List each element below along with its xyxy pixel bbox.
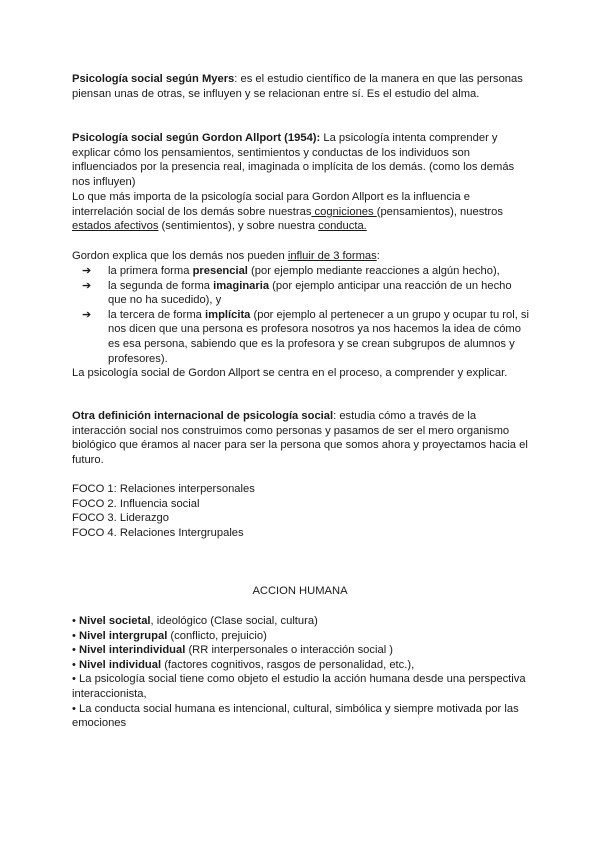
levels-list (72, 614, 532, 731)
form-pre: la primera forma (108, 265, 193, 277)
form-post: (por ejemplo al pertenecer a un grupo y ocupar tu rol, si nos dicen que una persona es profesora nosotros ya nos hacemos la idea de cómo es esa persona, sabiendo que es la profesora y se crean subgrupos de alumnos y profesores). (108, 308, 530, 365)
foco-item: FOCO 3. Liderazgo (72, 512, 170, 525)
form-post: (por ejemplo mediante reacciones a algún hecho), (247, 265, 500, 277)
paragraph-international-definition (72, 409, 532, 467)
form-pre: la segunda de forma (108, 279, 214, 292)
allport-text: La psicología intenta comprender y explicar cómo los pensamientos, sentimientos y conductas de los individuos son influenciados por la presencia real, imaginada o implícita de los demás. (como los demás nos influyen) (72, 132, 515, 188)
bullet-icon: • (72, 615, 76, 627)
link-conducta[interactable]: conducta. (318, 220, 367, 233)
forms-list (72, 264, 532, 366)
paragraph-allport-focus: La psicología social de Gordon Allport se centra en el proceso, a comprender y explicar. (72, 367, 508, 379)
bullet-icon: • (72, 629, 76, 642)
myers-text: : es el estudio científico de la manera en que las personas piensan unas de otras, se influyen y se relacionan entre sí. Es el estudio del alma. (72, 73, 523, 100)
form-bold: implícita (205, 308, 251, 321)
level-post: (RR interpersonales o interacción social ) (185, 644, 394, 657)
forms-intro: Gordon explica que los demás nos pueden (72, 250, 288, 262)
bullet-icon: • (72, 644, 76, 657)
level-bold: Nivel individual (79, 658, 162, 671)
list-item (72, 672, 532, 701)
bullet-text: La psicología social tiene como objeto el estudio la acción humana desde una perspectiva interaccionista, (72, 673, 526, 700)
arrow-right-icon: ➔ (82, 308, 92, 321)
bullet-icon: • (72, 658, 76, 671)
list-item (72, 614, 532, 629)
level-bold: Nivel interindividual (79, 644, 186, 657)
level-bold: Nivel societal (79, 615, 151, 627)
list-item (72, 308, 532, 366)
list-item (72, 264, 532, 279)
myers-title: Psicología social según Myers (72, 73, 235, 85)
list-item (72, 629, 532, 644)
foco-item: FOCO 2. Influencia social (72, 497, 200, 510)
influence-text-a: Lo que más importa de la psicología social para Gordon Allport es la influencia e interrelación social de los demás sobre nuestras (72, 191, 471, 218)
form-bold: imaginaria (213, 279, 270, 292)
form-post: (por ejemplo anticipar una reacción de un hecho que no ha sucedido), y (108, 279, 512, 307)
level-bold: Nivel intergrupal (79, 629, 168, 642)
influence-text-b: (pensamientos), nuestros (376, 205, 503, 218)
paragraph-three-forms (72, 249, 532, 264)
bullet-icon: • (72, 702, 76, 715)
foco-item: FOCO 1: Relaciones interpersonales (72, 483, 255, 495)
list-item (72, 279, 532, 308)
paragraph-myers (72, 72, 532, 101)
foco-list (72, 482, 532, 540)
allport-title: Psicología social según Gordon Allport (1954): (72, 132, 321, 144)
section-heading: ACCION HUMANA (252, 585, 348, 597)
link-influir-3-formas[interactable]: influir de 3 formas (287, 250, 377, 262)
arrow-right-icon: ➔ (82, 265, 92, 277)
level-post: , ideológico (Clase social, cultura) (150, 615, 318, 627)
bullet-icon: • (72, 673, 76, 686)
bullet-text: La conducta social humana es intencional, cultural, simbólica y siempre motivada por las emociones (72, 702, 519, 730)
form-bold: presencial (192, 265, 248, 277)
paragraph-allport-influence (72, 190, 532, 234)
link-cogniciones[interactable]: cogniciones (311, 205, 377, 218)
list-item (72, 658, 532, 673)
forms-intro-tail: : (376, 250, 380, 262)
link-estados-afectivos[interactable]: estados afectivos (72, 220, 159, 233)
level-post: (conflicto, prejuicio) (167, 629, 267, 642)
international-text: : estudia cómo a través de la interacción social nos construimos como personas y pasamos de ser el mero organismo biológico que éramos al nacer para ser la persona que somos ahora y proyectamos hacia el futuro. (72, 410, 528, 466)
arrow-right-icon: ➔ (82, 279, 92, 292)
level-post: (factores cognitivos, rasgos de personalidad, etc.), (161, 658, 415, 671)
list-item (72, 702, 532, 731)
international-title: Otra definición internacional de psicología social (72, 410, 334, 422)
foco-item: FOCO 4. Relaciones Intergrupales (72, 526, 244, 539)
form-pre: la tercera de forma (108, 308, 206, 321)
influence-text-c: (sentimientos), y sobre nuestra (158, 220, 319, 233)
list-item (72, 643, 532, 658)
paragraph-allport (72, 131, 532, 189)
